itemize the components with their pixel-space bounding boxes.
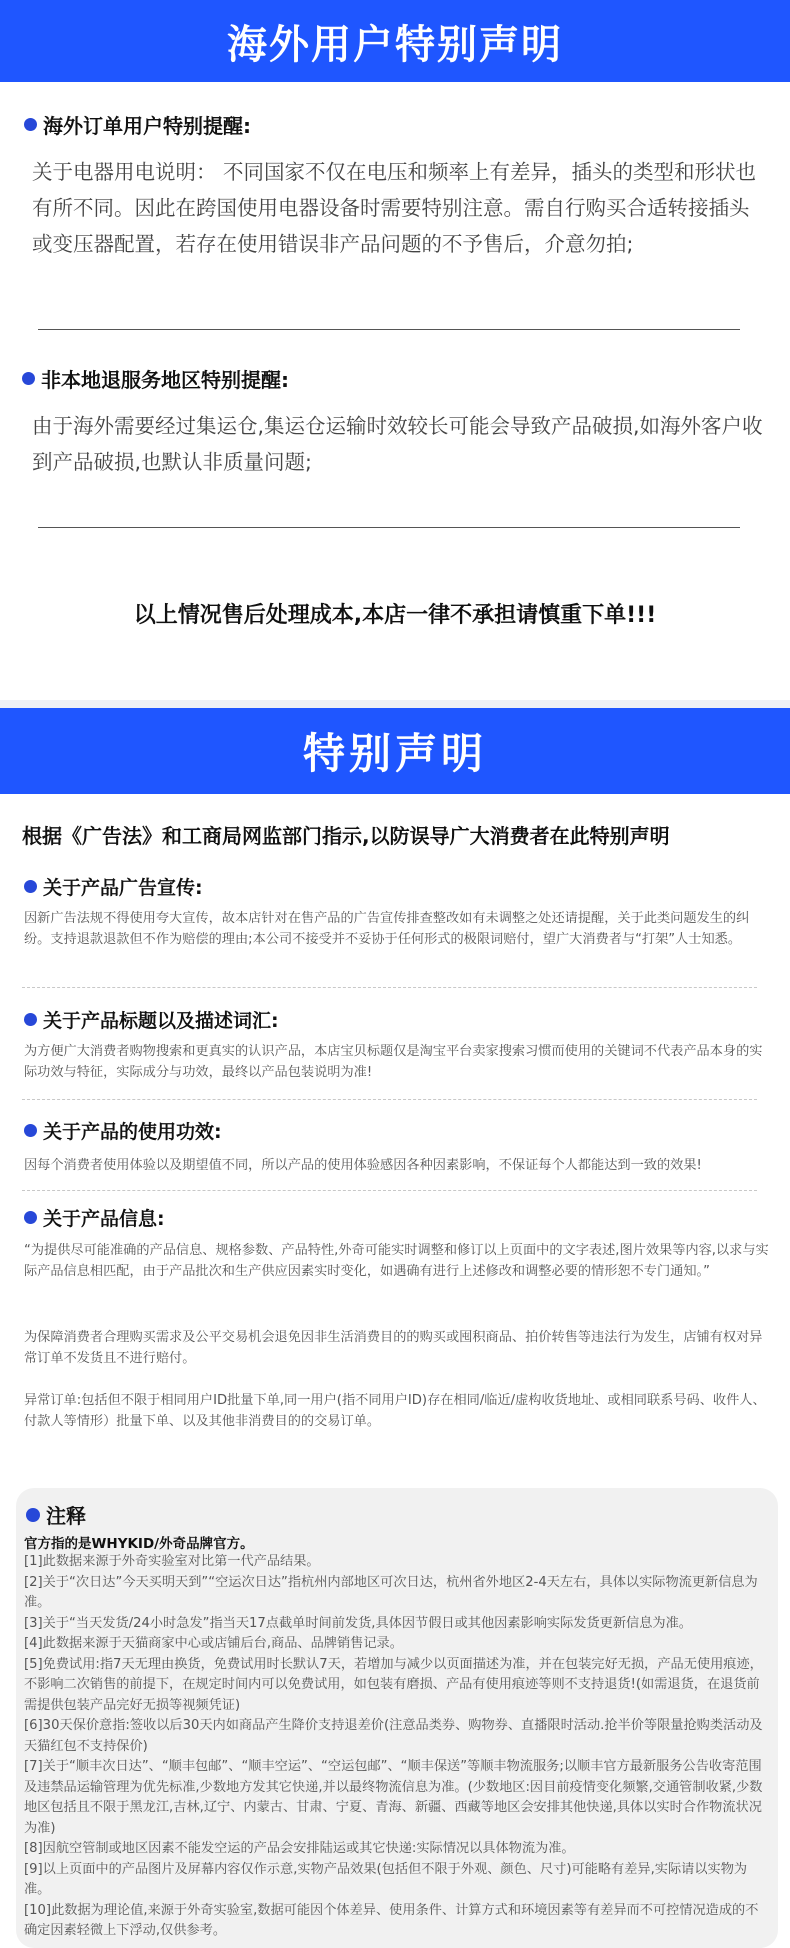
non-local-return-heading-text: 非本地退服务地区特别提醒: — [41, 368, 289, 392]
note-item: [10]此数据为理论值,来源于外奇实验室,数据可能因个体差异、使用条件、计算方式和环境因素等有差异而不可控情况造成的不确定因素轻微上下浮动,仅供参考。 — [24, 1902, 759, 1938]
special-statement-banner — [0, 708, 790, 794]
note-item: [1]此数据来源于外奇实验室对比第一代产品结果。 — [24, 1554, 320, 1569]
bullet-icon — [24, 880, 37, 893]
note-item: [9]以上页面中的产品图片及屏幕内容仅作示意,实物产品效果(包括但不限于外观、颜色、尺寸)可能略有差异,实际请以实物为准。 — [24, 1861, 748, 1897]
dashed-divider — [22, 987, 757, 988]
product-info-heading — [24, 1204, 165, 1231]
note-item: [4]此数据来源于天猫商家中心或店铺后台,商品、品牌销售记录。 — [24, 1636, 403, 1651]
dashed-divider — [22, 1190, 757, 1191]
bullet-icon — [24, 1211, 37, 1224]
notes-list — [24, 1552, 764, 1942]
title-description-heading — [24, 1006, 279, 1033]
overseas-order-heading-text: 海外订单用户特别提醒: — [43, 114, 251, 138]
bullet-icon — [24, 1013, 37, 1026]
divider — [38, 329, 740, 330]
note-item: [2]关于“次日达”今天买明天到”“空运次日达”指杭州内部地区可次日达，杭州省外地区2-4天左右，具体以实际物流更新信息为准。 — [24, 1574, 758, 1610]
ad-promotion-heading-text: 关于产品广告宣传: — [43, 877, 203, 899]
abnormal-order-paragraph: 异常订单:包括但不限于相同用户ID批量下单,同一用户(指不同用户ID)存在相同/临近/虚构收货地址、或相同联系号码、收件人、付款人等情形）批量下单、以及其他非消费目的的交易订单。 — [24, 1393, 766, 1429]
product-efficacy-text: 因每个消费者使用体验以及期望值不同，所以产品的使用体验感因各种因素影响，不保证每个人都能达到一致的效果! — [24, 1158, 702, 1173]
consolidation-warehouse-text: 由于海外需要经过集运仓,集运仓运输时效较长可能会导致产品破损,如海外客户收到产品破损,也默认非质量问题; — [32, 414, 763, 474]
bullet-icon — [24, 1124, 37, 1137]
note-item: [3]关于“当天发货/24小时急发”指当天17点截单时间前发货,具体因节假日或其他因素影响实际发货更新信息为准。 — [24, 1615, 692, 1631]
after-sales-warning: 以上情况售后处理成本,本店一律不承担请慎重下单!!! — [133, 603, 657, 628]
note-item: [6]30天保价意指:签收以后30天内如商品产生降价支持退差价(注意品类券、购物券、直播限时活动.抢半价等限量抢购类活动及天猫红包不支持保价) — [24, 1718, 763, 1754]
overseas-order-heading — [24, 110, 251, 139]
special-statement-banner-title: 特别声明 — [302, 729, 487, 778]
ad-promotion-text: 因新广告法规不得使用夸大宣传，故本店针对在售产品的广告宣传排查整改如有未调整之处还请提醒，关于此类问题发生的纠纷。支持退款退款但不作为赔偿的理由;本公司不接受并不妥协于任何形式的极限词赔付，望广大消费者与“打架”人士知悉。 — [24, 911, 750, 947]
product-info-heading-text: 关于产品信息: — [43, 1208, 165, 1230]
dashed-divider — [22, 1099, 757, 1100]
product-efficacy-heading — [24, 1117, 222, 1144]
section-separator — [0, 700, 790, 708]
ad-law-intro: 根据《广告法》和工商局网监部门指示,以防误导广大消费者在此特别声明 — [22, 824, 670, 848]
product-efficacy-heading-text: 关于产品的使用功效: — [43, 1121, 222, 1143]
electrical-notice-text: 关于电器用电说明： 不同国家不仅在电压和频率上有差异，插头的类型和形状也有所不同。因此在跨国使用电器设备时需要特别注意。需自行购买合适转接插头或变压器配置，若存在使用错误非产品问题的不予售后，介意勿拍; — [32, 160, 757, 256]
bullet-icon — [22, 372, 35, 385]
note-item: [5]免费试用:指7天无理由换货，免费试用时长默认7天，若增加与减少以页面描述为准，并在包装完好无损，产品无使用痕迹，不影响二次销售的前提下，在规定时间内可以免费试用，如包装有磨损、产品有使用痕迹等则不支持退货!(如需退货，在退货前需提供包装产品完好无损等视频凭证) — [24, 1656, 763, 1713]
notes-heading-text: 注释 — [46, 1504, 86, 1528]
non-local-return-heading — [22, 364, 289, 393]
ad-promotion-heading — [24, 873, 203, 900]
product-info-paragraph: “为提供尽可能准确的产品信息、规格参数、产品特性,外奇可能实时调整和修订以上页面中的文字表述,图片效果等内容,以求与实际产品信息相匹配，由于产品批次和生产供应因素实时变化，如遇确有进行上述修改和调整必要的情形恕不专门通知。” — [24, 1243, 769, 1279]
note-item: [7]关于“顺丰次日达”、“顺丰包邮”、“顺丰空运”、“空运包邮”、“顺丰保送”等顺丰物流服务;以顺丰官方最新服务公告收寄范围及违禁品运输管理为优先标准,少数地方发其它快递,并以最终物流信息为准。(少数地区:因目前疫情变化频繁,交通管制收紧,少数地区包括且不限于黑龙江,吉林,辽宁、内蒙古、甘肃、宁夏、青海、新疆、西藏等地区会安排其他快递,具体以实时合作物流状况为准) — [24, 1759, 763, 1836]
note-item: [8]因航空管制或地区因素不能发空运的产品会安排陆运或其它快递:实际情况以具体物流为准。 — [24, 1841, 575, 1856]
bullet-icon — [26, 1508, 40, 1522]
bullet-icon — [24, 118, 37, 131]
notes-heading — [26, 1500, 86, 1529]
overseas-banner-title: 海外用户特别声明 — [227, 21, 563, 68]
purchase-protection-paragraph: 为保障消费者合理购买需求及公平交易机会退免因非生活消费目的的购买或囤积商品、拍价转售等违法行为发生，店铺有权对异常订单不发货且不进行赔付。 — [24, 1330, 763, 1366]
title-description-text: 为方便广大消费者购物搜索和更真实的认识产品，本店宝贝标题仅是淘宝平台卖家搜索习惯而使用的关键词不代表产品本身的实际功效与特征，实际成分与功效，最终以产品包装说明为准! — [24, 1044, 763, 1080]
notes-official-definition: 官方指的是WHYKID/外奇品牌官方。 — [24, 1536, 254, 1552]
overseas-banner — [0, 0, 790, 82]
title-description-heading-text: 关于产品标题以及描述词汇: — [43, 1010, 279, 1032]
divider — [38, 527, 740, 528]
